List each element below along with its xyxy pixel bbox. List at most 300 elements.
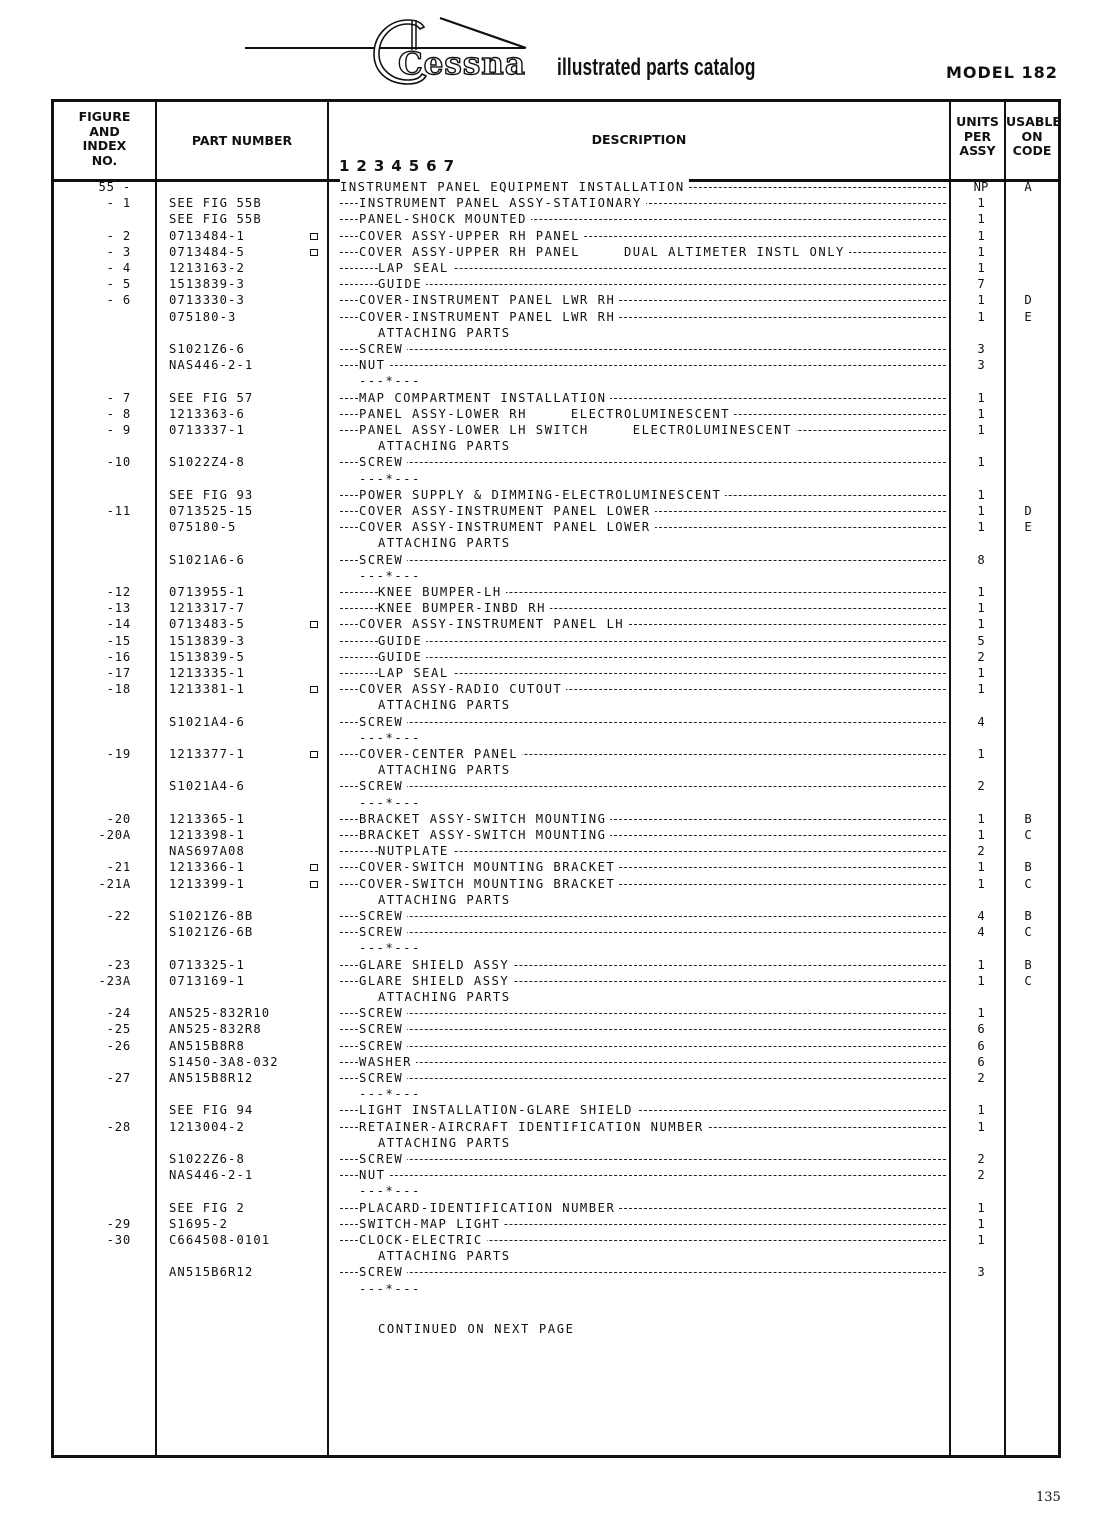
units-per-assy: 1 <box>977 828 985 842</box>
part-number: SEE FIG 57 <box>169 390 254 405</box>
change-mark-icon <box>310 621 318 628</box>
index-number: - 8 <box>106 406 131 421</box>
description-text: RETAINER-AIRCRAFT IDENTIFICATION NUMBER <box>359 1119 708 1135</box>
description-text: GLARE SHIELD ASSY <box>359 973 513 989</box>
part-number: AN525-832R10 <box>169 1006 271 1021</box>
change-mark-icon <box>310 751 318 758</box>
usable-code-column-header: USABLE ON CODE <box>1006 114 1061 158</box>
description-cell <box>340 341 946 357</box>
units-per-assy: 1 <box>977 666 985 680</box>
units-per-assy: 1 <box>977 1103 985 1118</box>
leader-dashes <box>340 657 946 658</box>
description-cell <box>340 859 946 875</box>
description-text: ---*--- <box>359 940 425 956</box>
table-row <box>0 681 1113 697</box>
index-number: -20 <box>106 811 131 826</box>
table-row <box>0 309 1113 325</box>
table-row <box>0 1248 1113 1264</box>
description-text: COVER-SWITCH MOUNTING BRACKET <box>359 859 619 875</box>
table-row <box>0 1232 1113 1248</box>
index-number: -28 <box>106 1119 131 1134</box>
index-number: -18 <box>106 682 131 697</box>
description-text: COVER-INSTRUMENT PANEL LWR RH <box>359 309 619 325</box>
change-mark-icon <box>310 249 318 256</box>
table-row <box>0 1135 1113 1151</box>
part-number: SEE FIG 94 <box>169 1103 254 1118</box>
description-cell <box>340 211 946 227</box>
leader-dashes <box>340 641 946 642</box>
description-cell <box>340 325 946 341</box>
units-per-assy: 4 <box>977 714 985 729</box>
leader-dashes <box>340 560 946 561</box>
description-cell <box>340 584 946 600</box>
description-cell <box>340 908 946 924</box>
part-number: S1450-3A8-032 <box>169 1054 279 1069</box>
table-row <box>0 1038 1113 1054</box>
description-cell <box>340 665 946 681</box>
description-cell <box>340 1102 946 1118</box>
leader-dashes <box>340 722 946 723</box>
description-cell <box>340 535 946 551</box>
description-cell <box>340 292 946 308</box>
table-row <box>0 503 1113 519</box>
description-cell <box>340 681 946 697</box>
description-cell <box>340 244 946 260</box>
description-cell <box>340 568 946 584</box>
units-per-assy: 1 <box>977 876 985 891</box>
part-number: 1213365-1 <box>169 811 245 826</box>
description-cell <box>340 1070 946 1086</box>
usable-code: C <box>1024 925 1032 940</box>
index-number: - 4 <box>106 261 131 275</box>
description-cell <box>340 827 946 843</box>
part-number: S1021A6-6 <box>169 552 245 567</box>
part-number: 1513839-5 <box>169 649 245 664</box>
description-text: SCREW <box>359 341 407 357</box>
description-cell <box>340 892 946 908</box>
indent-ruler: 1234567 <box>339 157 462 175</box>
part-number: SEE FIG 93 <box>169 487 254 502</box>
description-text: CLOCK-ELECTRIC <box>359 1232 487 1248</box>
description-cell <box>340 843 946 859</box>
description-cell <box>340 260 946 276</box>
description-text: ---*--- <box>359 1086 425 1102</box>
index-number: -30 <box>106 1233 131 1247</box>
usable-code: C <box>1024 828 1032 842</box>
description-note: DUAL ALTIMETER INSTL ONLY <box>623 244 845 259</box>
change-mark-icon <box>310 881 318 888</box>
description-text: SCREW <box>359 778 407 794</box>
table-row <box>0 957 1113 973</box>
index-number: -27 <box>106 1071 131 1085</box>
index-number: -24 <box>106 1006 131 1021</box>
units-per-assy: 1 <box>977 228 985 243</box>
units-per-assy: 1 <box>977 244 985 259</box>
description-text: SCREW <box>359 1070 407 1086</box>
units-per-assy: 1 <box>977 212 985 227</box>
description-text: COVER-INSTRUMENT PANEL LWR RH <box>359 292 619 308</box>
table-row <box>0 778 1113 794</box>
index-number: - 7 <box>106 390 131 405</box>
description-text: COVER ASSY-UPPER RH PANEL <box>359 228 584 244</box>
description-text: PANEL ASSY-LOWER RH ELECTROLUMINESCENT <box>359 406 734 422</box>
description-text: SCREW <box>359 924 407 940</box>
description-text: ATTACHING PARTS <box>378 325 515 341</box>
units-per-assy: 1 <box>977 504 985 518</box>
description-text: SCREW <box>359 454 407 470</box>
part-number: 1513839-3 <box>169 633 245 648</box>
description-note: ELECTROLUMINESCENT <box>632 423 792 437</box>
description-text: KNEE BUMPER-LH <box>378 584 506 600</box>
part-number: 0713483-5 <box>169 617 245 632</box>
part-number: 1213363-6 <box>169 406 245 421</box>
part-number: AN515B8R8 <box>169 1038 245 1053</box>
usable-code: E <box>1024 309 1032 324</box>
table-row <box>0 1021 1113 1037</box>
description-cell <box>340 762 946 778</box>
usable-code: C <box>1024 973 1032 988</box>
units-per-assy: 2 <box>977 1071 985 1085</box>
part-number: NAS697A08 <box>169 844 245 859</box>
change-mark-icon <box>310 686 318 693</box>
usable-code: B <box>1024 860 1032 875</box>
part-number: AN515B8R12 <box>169 1071 254 1085</box>
index-number: -20A <box>98 828 131 842</box>
table-row <box>0 827 1113 843</box>
table-row <box>0 600 1113 616</box>
units-per-assy: 1 <box>977 860 985 875</box>
index-number: - 3 <box>106 244 131 259</box>
brand-wordmark: Cessna <box>398 46 526 82</box>
description-text: ATTACHING PARTS <box>378 1248 515 1264</box>
leader-dashes <box>340 916 946 917</box>
description-text: ---*--- <box>359 1183 425 1199</box>
description-cell <box>340 454 946 470</box>
units-per-assy: 1 <box>977 390 985 405</box>
usable-code: B <box>1024 957 1032 972</box>
table-row <box>0 616 1113 632</box>
index-number: -25 <box>106 1022 131 1037</box>
table-row <box>0 244 1113 260</box>
description-text: COVER ASSY-INSTRUMENT PANEL LOWER <box>359 503 655 519</box>
part-number: S1695-2 <box>169 1216 229 1231</box>
usable-code: C <box>1024 876 1032 891</box>
units-per-assy: 3 <box>977 1265 985 1280</box>
description-cell <box>340 649 946 665</box>
description-text: SCREW <box>359 1151 407 1167</box>
units-per-assy: 1 <box>977 585 985 599</box>
part-number: AN525-832R8 <box>169 1022 262 1037</box>
table-row <box>0 406 1113 422</box>
description-text: ATTACHING PARTS <box>378 438 515 454</box>
part-number: S1021Z6-8B <box>169 909 254 923</box>
index-number: -16 <box>106 649 131 664</box>
table-row <box>0 1151 1113 1167</box>
description-text: INSTRUMENT PANEL ASSY-STATIONARY <box>359 195 646 211</box>
usable-code: D <box>1024 504 1032 518</box>
table-row <box>0 973 1113 989</box>
leader-dashes <box>340 462 946 463</box>
part-number: 0713325-1 <box>169 957 245 972</box>
table-row <box>0 471 1113 487</box>
catalog-title: illustrated parts catalog <box>557 54 756 81</box>
units-per-assy: 1 <box>977 1233 985 1247</box>
description-text: MAP COMPARTMENT INSTALLATION <box>359 390 610 406</box>
description-cell <box>340 924 946 940</box>
description-cell <box>340 940 946 956</box>
index-number: - 1 <box>106 196 131 211</box>
units-per-assy: 1 <box>977 682 985 697</box>
units-per-assy: 1 <box>977 487 985 502</box>
leader-dashes <box>340 1029 946 1030</box>
units-per-assy: 1 <box>977 617 985 632</box>
part-number: 0713955-1 <box>169 585 245 599</box>
part-number: 0713330-3 <box>169 293 245 308</box>
description-cell <box>340 1216 946 1232</box>
description-cell <box>340 1264 946 1280</box>
description-text: SCREW <box>359 714 407 730</box>
description-cell <box>340 1248 946 1264</box>
description-cell <box>340 390 946 406</box>
units-per-assy: 4 <box>977 909 985 923</box>
table-row <box>0 1167 1113 1183</box>
description-text: NUT <box>359 1167 390 1183</box>
description-text: ---*--- <box>359 1281 425 1297</box>
description-text: SCREW <box>359 1021 407 1037</box>
units-per-assy: 1 <box>977 520 985 535</box>
description-text: ---*--- <box>359 373 425 389</box>
description-cell <box>340 1119 946 1135</box>
description-cell <box>340 422 946 438</box>
description-text: SCREW <box>359 908 407 924</box>
index-number: - 2 <box>106 228 131 243</box>
table-row <box>0 260 1113 276</box>
index-number: -19 <box>106 747 131 761</box>
description-text: NUTPLATE <box>378 843 453 859</box>
table-row <box>0 1070 1113 1086</box>
description-text: ATTACHING PARTS <box>378 535 515 551</box>
description-cell <box>340 1086 946 1102</box>
table-row <box>0 179 1113 195</box>
table-row <box>0 843 1113 859</box>
description-cell <box>340 746 946 762</box>
leader-dashes <box>340 1078 946 1079</box>
description-text: INSTRUMENT PANEL EQUIPMENT INSTALLATION <box>340 179 689 195</box>
table-row <box>0 1119 1113 1135</box>
description-text: NUT <box>359 357 390 373</box>
leader-dashes <box>340 786 946 787</box>
description-text: COVER ASSY-INSTRUMENT PANEL LH <box>359 616 628 632</box>
description-cell <box>340 309 946 325</box>
description-text: COVER ASSY-RADIO CUTOUT <box>359 681 566 697</box>
description-text: LAP SEAL <box>378 665 453 681</box>
part-number: 075180-5 <box>169 520 237 535</box>
table-row <box>0 633 1113 649</box>
description-text: PANEL ASSY-LOWER LH SWITCH ELECTROLUMINESCENT <box>359 422 796 438</box>
description-cell <box>340 811 946 827</box>
units-per-assy: 1 <box>977 601 985 616</box>
part-number: C664508-0101 <box>169 1233 271 1247</box>
units-per-assy: 1 <box>977 455 985 470</box>
units-per-assy: 7 <box>977 277 985 292</box>
units-per-assy: 1 <box>977 957 985 972</box>
description-text: SWITCH-MAP LIGHT <box>359 1216 504 1232</box>
units-per-assy: 2 <box>977 1168 985 1183</box>
units-per-assy: 2 <box>977 1152 985 1166</box>
description-text: GUIDE <box>378 649 426 665</box>
units-per-assy: 3 <box>977 342 985 356</box>
leader-dashes <box>340 365 946 366</box>
index-number: -14 <box>106 617 131 632</box>
part-number: NAS446-2-1 <box>169 1168 254 1183</box>
table-row <box>0 584 1113 600</box>
description-text: ATTACHING PARTS <box>378 989 515 1005</box>
table-row <box>0 876 1113 892</box>
leader-dashes <box>340 1062 946 1063</box>
table-row <box>0 746 1113 762</box>
units-per-assy: 1 <box>977 1216 985 1231</box>
part-number-column-header: PART NUMBER <box>191 133 293 148</box>
part-number: S1021A4-6 <box>169 779 245 794</box>
description-text: WASHER <box>359 1054 416 1070</box>
units-per-assy: 3 <box>977 358 985 373</box>
units-per-assy: 1 <box>977 1200 985 1215</box>
part-number: AN515B6R12 <box>169 1265 254 1280</box>
table-row <box>0 519 1113 535</box>
index-number: -21 <box>106 860 131 875</box>
units-per-assy: 2 <box>977 844 985 859</box>
part-number: 1213377-1 <box>169 747 245 761</box>
table-row <box>0 892 1113 908</box>
description-cell <box>340 1167 946 1183</box>
units-per-assy: 1 <box>977 747 985 761</box>
description-cell <box>340 406 946 422</box>
table-row <box>0 1183 1113 1199</box>
description-cell <box>340 1135 946 1151</box>
table-row <box>0 1086 1113 1102</box>
description-cell <box>340 519 946 535</box>
leader-dashes <box>340 1159 946 1160</box>
description-cell <box>340 697 946 713</box>
part-number: SEE FIG 55B <box>169 196 262 211</box>
description-text: KNEE BUMPER-INBD RH <box>378 600 550 616</box>
description-note: ELECTROLUMINESCENT <box>570 406 730 421</box>
description-text: SCREW <box>359 1264 407 1280</box>
index-number: - 6 <box>106 293 131 308</box>
index-number: -26 <box>106 1038 131 1053</box>
usable-code: B <box>1024 811 1032 826</box>
description-cell <box>340 633 946 649</box>
description-text: COVER ASSY-UPPER RH PANEL DUAL ALTIMETER INSTL ONLY <box>359 244 849 260</box>
units-per-assy: 2 <box>977 779 985 794</box>
part-number: 1213381-1 <box>169 682 245 697</box>
description-text: COVER ASSY-INSTRUMENT PANEL LOWER <box>359 519 655 535</box>
table-row <box>0 1264 1113 1280</box>
description-text: LAP SEAL <box>378 260 453 276</box>
leader-dashes <box>340 1046 946 1047</box>
change-mark-icon <box>310 233 318 240</box>
table-row <box>0 487 1113 503</box>
description-cell <box>340 179 946 195</box>
continued-note: CONTINUED ON NEXT PAGE <box>378 1322 575 1336</box>
table-row <box>0 292 1113 308</box>
leader-dashes <box>340 932 946 933</box>
index-number: -17 <box>106 666 131 680</box>
description-cell <box>340 552 946 568</box>
table-row <box>0 762 1113 778</box>
part-number: 1213366-1 <box>169 860 245 875</box>
description-cell <box>340 989 946 1005</box>
index-number: -21A <box>98 876 131 891</box>
description-text: ATTACHING PARTS <box>378 892 515 908</box>
description-cell <box>340 1005 946 1021</box>
description-cell <box>340 616 946 632</box>
index-number: -23 <box>106 957 131 972</box>
part-number: SEE FIG 2 <box>169 1200 245 1215</box>
index-number: -15 <box>106 633 131 648</box>
description-cell <box>340 228 946 244</box>
part-number: S1022Z6-8 <box>169 1152 245 1166</box>
description-text: PANEL-SHOCK MOUNTED <box>359 211 531 227</box>
units-per-assy: 1 <box>977 293 985 308</box>
description-cell <box>340 730 946 746</box>
units-per-assy: 5 <box>977 633 985 648</box>
description-cell <box>340 471 946 487</box>
description-text: ---*--- <box>359 795 425 811</box>
units-per-assy: 1 <box>977 973 985 988</box>
description-text: ---*--- <box>359 471 425 487</box>
description-text: PLACARD-IDENTIFICATION NUMBER <box>359 1200 619 1216</box>
units-per-assy: 1 <box>977 1119 985 1134</box>
table-row <box>0 1200 1113 1216</box>
description-cell <box>340 876 946 892</box>
table-row <box>0 1054 1113 1070</box>
leader-dashes <box>340 1013 946 1014</box>
description-text: ATTACHING PARTS <box>378 762 515 778</box>
units-per-assy: 1 <box>977 423 985 437</box>
table-row <box>0 1102 1113 1118</box>
change-mark-icon <box>310 864 318 871</box>
description-cell <box>340 1021 946 1037</box>
index-number: -12 <box>106 585 131 599</box>
units-column-header: UNITS PER ASSY <box>956 114 999 158</box>
description-cell <box>340 503 946 519</box>
table-row <box>0 908 1113 924</box>
part-number: SEE FIG 55B <box>169 212 262 227</box>
part-number: 075180-3 <box>169 309 237 324</box>
description-text: ATTACHING PARTS <box>378 1135 515 1151</box>
description-text: SCREW <box>359 1038 407 1054</box>
table-row <box>0 341 1113 357</box>
part-number: S1022Z4-8 <box>169 455 245 470</box>
part-number: 1213317-7 <box>169 601 245 616</box>
table-row <box>0 438 1113 454</box>
description-cell <box>340 438 946 454</box>
description-text: LIGHT INSTALLATION-GLARE SHIELD <box>359 1102 637 1118</box>
table-row <box>0 1281 1113 1297</box>
table-row <box>0 665 1113 681</box>
table-row <box>0 276 1113 292</box>
description-cell <box>340 1054 946 1070</box>
table-row <box>0 649 1113 665</box>
index-number: -22 <box>106 909 131 923</box>
part-number: 0713484-5 <box>169 244 245 259</box>
part-number: NAS446-2-1 <box>169 358 254 373</box>
index-number: - 9 <box>106 423 131 437</box>
units-per-assy: 6 <box>977 1054 985 1069</box>
table-row <box>0 390 1113 406</box>
description-text: COVER-CENTER PANEL <box>359 746 522 762</box>
